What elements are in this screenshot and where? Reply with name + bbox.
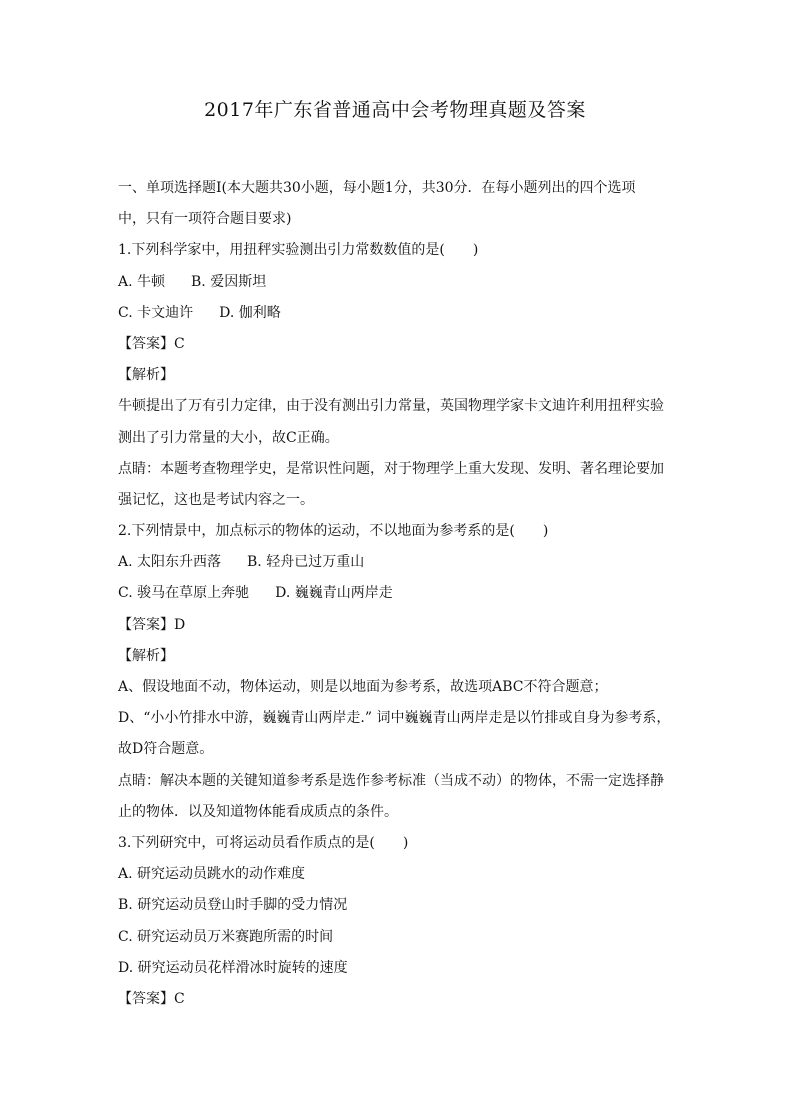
q2-option-c: C. 骏马在草原上奔驰	[118, 585, 250, 602]
q3-option-d: D. 研究运动员花样滑冰时旋转的速度	[118, 959, 348, 976]
q1-analysis-label: 【解析】	[118, 367, 174, 384]
q3-option-b: B. 研究运动员登山时手脚的受力情况	[118, 897, 348, 914]
q2-option-d: D. 巍巍青山两岸走	[275, 585, 393, 602]
q3-option-a: A. 研究运动员跳水的动作难度	[118, 866, 306, 883]
q1-comment-line-2: 强记忆，这也是考试内容之一。	[118, 491, 314, 508]
q3-option-c: C. 研究运动员万米赛跑所需的时间	[118, 928, 334, 945]
section-heading-line-1: 一、单项选择题Ⅰ(本大题共30小题，每小题1分，共30分．在每小题列出的四个选项	[118, 180, 636, 196]
section-heading-line-2: 中，只有一项符合题目要求)	[118, 211, 292, 228]
q1-analysis-line-1: 牛顿提出了万有引力定律，由于没有测出引力常量，英国物理学家卡文迪许利用扭秤实验	[118, 398, 664, 415]
q2-answer: 【答案】D	[118, 616, 186, 633]
q1-analysis-line-2: 测出了引力常量的大小，故C正确。	[118, 429, 339, 446]
q2-analysis-label: 【解析】	[118, 647, 174, 664]
q1-stem: 1.下列科学家中，用扭秤实验测出引力常数数值的是( )	[118, 242, 479, 259]
q1-options-row-1	[118, 267, 678, 298]
document-body	[118, 173, 678, 1015]
q2-options-row-2	[118, 578, 678, 609]
q1-option-a: A. 牛顿	[118, 273, 166, 290]
q2-stem: 2.下列情景中，加点标示的物体的运动，不以地面为参考系的是( )	[118, 523, 549, 540]
q1-answer: 【答案】C	[118, 335, 185, 352]
q1-option-b: B. 爱因斯坦	[191, 273, 267, 290]
q2-comment-line-1: 点睛：解决本题的关键知道参考系是选作参考标准（当成不动）的物体，不需一定选择静	[118, 772, 664, 789]
document-title: 2017年广东省普通高中会考物理真题及答案	[204, 99, 586, 121]
q1-option-d: D. 伽利略	[219, 304, 281, 321]
q2-analysis-line-3: 故D符合题意。	[118, 741, 214, 758]
q1-options-row-2	[118, 298, 678, 329]
q2-option-b: B. 轻舟已过万重山	[247, 554, 365, 571]
q3-answer: 【答案】C	[118, 990, 185, 1007]
q1-comment-line-1: 点睛：本题考查物理学史，是常识性问题，对于物理学上重大发现、发明、著名理论要加	[118, 460, 664, 477]
q2-options-row-1	[118, 547, 678, 578]
q2-comment-line-2: 止的物体．以及知道物体能看成质点的条件。	[118, 803, 398, 820]
q2-analysis-line-2: D、“小小竹排水中游，巍巍青山两岸走.” 词中巍巍青山两岸走是以竹排或自身为参考系，	[118, 710, 671, 727]
q2-analysis-line-1: A、假设地面不动，物体运动，则是以地面为参考系，故选项ABC不符合题意；	[118, 679, 608, 695]
q1-option-c: C. 卡文迪许	[118, 304, 194, 321]
q2-option-a: A. 太阳东升西落	[118, 554, 222, 571]
q3-stem: 3.下列研究中，可将运动员看作质点的是( )	[118, 834, 409, 851]
